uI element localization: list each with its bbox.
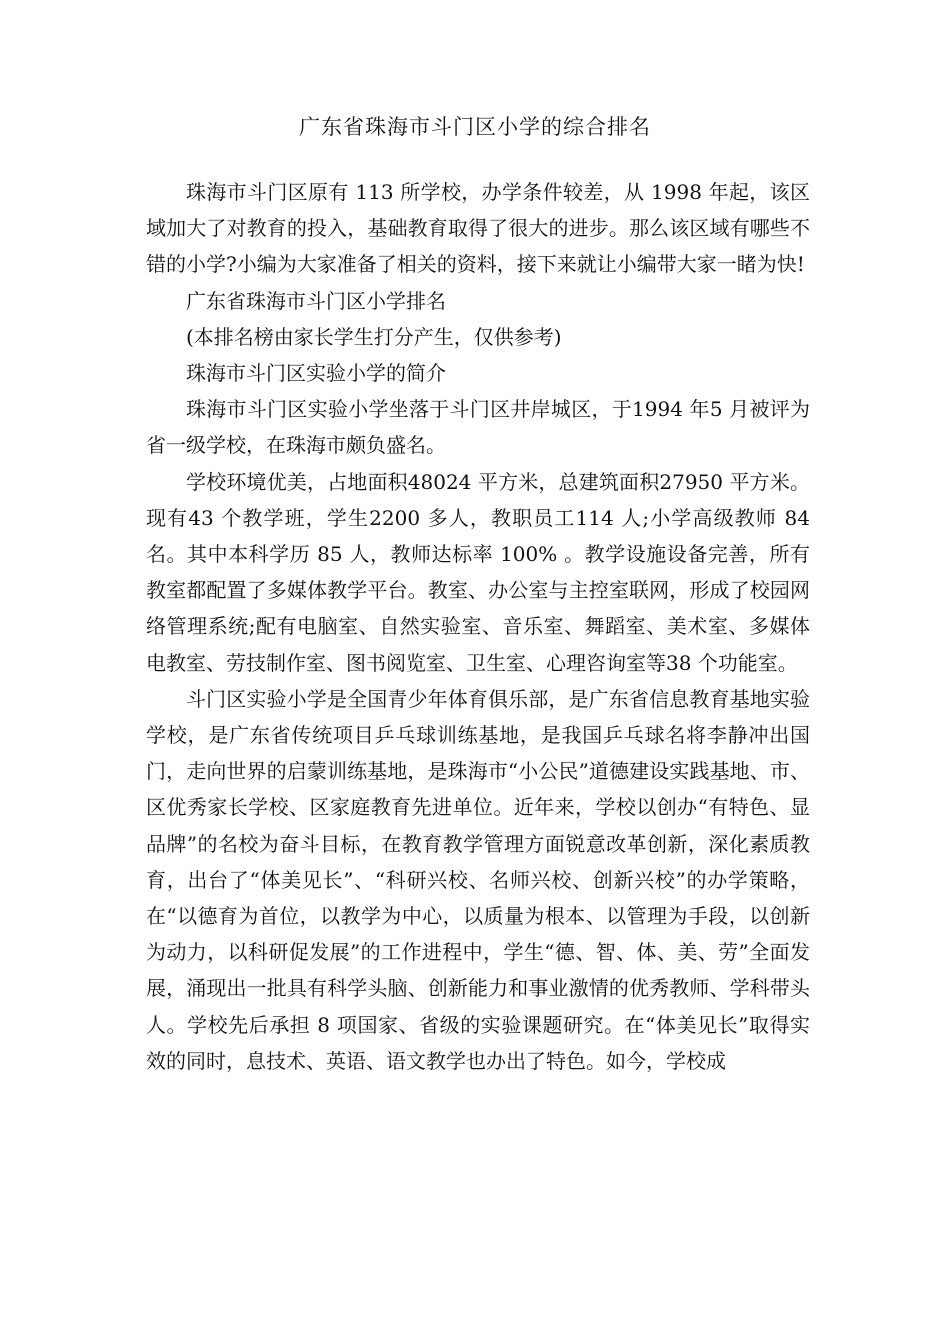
school-achievements-paragraph: 斗门区实验小学是全国青少年体育俱乐部，是广东省信息教育基地实验学校，是广东省传统项目乒乓球训练基地，是我国乒乓球名将李静冲出国门，走向世界的启蒙训练基地，是珠海市“小公民”道德建设实践基地、市、区优秀家长学校、区家庭教育先进单位。近年来，学校以创办“有特色、显品牌”的名校为奋斗目标，在教育教学管理方面锐意改革创新，深化素质教育，出台了“体美见长”、“科研兴校、名师兴校、创新兴校”的办学策略，在“以德育为首位，以教学为中心，以质量为根本、以管理为手段，以创新为动力，以科研促发展”的工作进程中，学生“德、智、体、美、劳”全面发展，涌现出一批具有科学头脑、创新能力和事业激情的优秀教师、学科带头人。学校先后承担 8 项国家、省级的实验课题研究。在“体美见长”取得实效的同时，息技术、英语、语文教学也办出了特色。如今，学校成 (146, 686, 810, 1073)
intro-paragraph: 珠海市斗门区原有 113 所学校，办学条件较差，从 1998 年起，该区域加大了对教育的投入，基础教育取得了很大的进步。那么该区域有哪些不错的小学?小编为大家准备了相关的资料，接下来就让小编带大家一睹为快! (146, 180, 810, 277)
page-title: 广东省珠海市斗门区小学的综合排名 (299, 115, 651, 139)
document-body (146, 174, 810, 1079)
ranking-note: (本排名榜由家长学生打分产生，仅供参考) (186, 324, 562, 349)
ranking-heading: 广东省珠海市斗门区小学排名 (186, 288, 446, 313)
school-facilities-paragraph: 学校环境优美，占地面积48024 平方米，总建筑面积27950 平方米。现有43 个教学班，学生2200 多人，教职员工114 人;小学高级教师 84 名。其中本科学历 85 人，教师达标率 100% 。教学设施设备完善，所有教室都配置了多媒体教学平台。教室、办公室与主控室联网，形成了校园网络管理系统;配有电脑室、自然实验室、音乐室、舞蹈室、美术室、多媒体电教室、劳技制作室、图书阅览室、卫生室、心理咨询室等38 个功能室。 (146, 469, 810, 675)
school-location-paragraph: 珠海市斗门区实验小学坐落于斗门区井岸城区，于1994 年5 月被评为省一级学校，在珠海市颇负盛名。 (146, 397, 810, 458)
school-intro-heading: 珠海市斗门区实验小学的简介 (186, 361, 446, 386)
